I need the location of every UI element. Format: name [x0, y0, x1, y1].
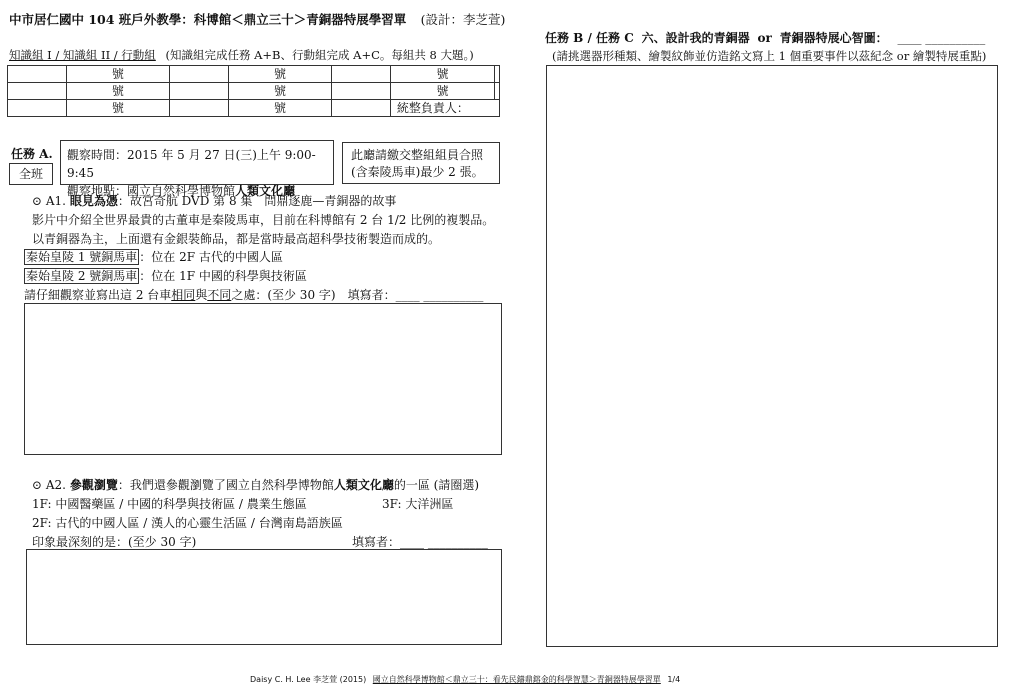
table-row	[8, 100, 500, 117]
groups-note: (知識組完成任務 A+B、行動組完成 A+C。每組共 8 大題。)	[165, 48, 474, 62]
blank-cell[interactable]	[170, 83, 229, 100]
observe-time: 觀察時間：2015 年 5 月 27 日(三)上午 9:00-9:45	[67, 148, 316, 180]
class-label: 全班	[18, 167, 43, 181]
blank-cell[interactable]	[332, 100, 391, 117]
footer-source: 國立自然科學博物館＜鼎立三十：看先民鑄鼎鎔金的科學智慧＞青銅器特展學習單	[372, 675, 661, 684]
table-cell: 號	[66, 83, 169, 100]
task-bc-instruction: (請挑選器形種類、繪製紋飾並仿造銘文寫上 1 個重要事件以茲紀念 or 繪製特展重點)	[552, 49, 987, 63]
a1-marker: ⊙ A1.	[32, 194, 66, 208]
blank-cell[interactable]	[8, 66, 67, 83]
footer	[250, 674, 680, 685]
photo-note-line2: (含秦陵馬車)最少 2 張。	[351, 165, 484, 179]
a2-impression: 印象最深刻的是：(至少 30 字)	[32, 535, 197, 549]
a1-prompt-text: 請仔細觀察並寫出這 2 台車	[24, 288, 172, 302]
a2-heading	[32, 476, 479, 493]
a1-prompt-same: 相同	[171, 288, 196, 302]
table-cell: 號	[66, 100, 169, 117]
photo-note-box	[342, 142, 500, 184]
blank-cell[interactable]	[332, 83, 391, 100]
observe-place-text: 觀察地點：國立自然科學博物館	[67, 184, 236, 198]
class-label-box	[9, 163, 53, 185]
a2-floor3[interactable]: 3F: 大洋洲區	[382, 497, 454, 511]
car1-location: ：位在 2F 古代的中國人區	[139, 250, 283, 264]
drawing-area[interactable]	[546, 65, 998, 647]
footer-author: Daisy C. H. Lee 李芝萱 (2015)	[250, 675, 367, 684]
task-a-label: 任務 A.	[11, 147, 53, 161]
task-bc-or: or	[757, 31, 772, 45]
a1-prompt	[24, 286, 483, 303]
car2-location: ：位在 1F 中國的科學與技術區	[139, 269, 307, 283]
groups-line	[9, 47, 474, 63]
designer-credit: (設計：李芝萱)	[420, 12, 506, 27]
table-cell: 號	[66, 66, 169, 83]
a2-hall: 人類文化廳	[333, 478, 394, 492]
a1-title: 眼見為憑	[69, 194, 118, 208]
table-row	[8, 83, 500, 100]
task-bc-heading	[545, 29, 985, 46]
a2-title: 參觀瀏覽	[69, 478, 118, 492]
a2-marker: ⊙ A2.	[32, 478, 66, 492]
observe-hall: 人類文化廳	[235, 184, 296, 198]
members-table	[7, 65, 500, 117]
a1-answer-box[interactable]	[24, 303, 502, 455]
a1-line2: 以青銅器為主，上面還有金銀裝飾品，都是當時最高超科學技術製造而成的。	[32, 232, 441, 246]
table-cell: 號	[228, 66, 331, 83]
worksheet-title: 中市居仁國中 104 班戶外教學：科博館＜鼎立三十＞青銅器特展學習單	[9, 12, 407, 27]
car2-label: 秦始皇陵 2 號銅馬車	[26, 269, 138, 283]
table-cell: 號	[228, 83, 331, 100]
table-cell: 號	[390, 83, 494, 100]
car2-line	[24, 267, 307, 284]
a2-text-rest: 的一區 (請圈選)	[393, 478, 480, 492]
a1-subtitle: ：故宮奇航 DVD 第 8 集 問鼎逐鹿—青銅器的故事	[117, 194, 397, 208]
car1-label: 秦始皇陵 1 號銅馬車	[26, 250, 138, 264]
a2-floor2[interactable]: 2F: 古代的中國人區 / 漢人的心靈生活區 / 台灣南島語族區	[32, 516, 343, 530]
blank-cell[interactable]	[170, 100, 229, 117]
table-cell: 號	[228, 100, 331, 117]
a2-filler: 填寫者：____ __________	[352, 535, 488, 549]
a1-line1: 影片中介紹全世界最貴的古董車是秦陵馬車，目前在科博館有 2 台 1/2 比例的複製品。	[32, 213, 495, 227]
blank-cell[interactable]	[332, 66, 391, 83]
page-title	[9, 10, 505, 28]
blank-cell[interactable]	[495, 66, 500, 83]
table-cell: 號	[390, 66, 494, 83]
a1-prompt-and: 與	[195, 288, 208, 302]
task-bc-label: 任務 B / 任務 C	[545, 31, 634, 45]
blank-cell[interactable]	[8, 83, 67, 100]
observation-box	[60, 140, 334, 198]
task-bc-blanks: ____ __________	[897, 31, 986, 45]
a2-floor1[interactable]: 1F: 中國醫藥區 / 中國的科學與技術區 / 農業生態區	[32, 497, 307, 511]
table-row	[8, 66, 500, 83]
blank-cell[interactable]	[170, 66, 229, 83]
blank-cell[interactable]	[495, 83, 500, 100]
blank-cell[interactable]	[8, 100, 67, 117]
car1-line	[24, 248, 283, 265]
task-bc-mindmap: 青銅器特展心智圖：	[779, 31, 888, 45]
photo-note-line1: 此廳請繳交整組組員合照	[351, 148, 484, 162]
a2-text: ：我們還參觀瀏覽了國立自然科學博物館	[117, 478, 334, 492]
a1-prompt-diff: 不同	[207, 288, 232, 302]
coordinator-cell[interactable]: 統整負責人：	[390, 100, 499, 117]
a1-heading	[32, 192, 396, 209]
footer-page: 1/4	[667, 675, 681, 684]
task-bc-title: 六、設計我的青銅器	[641, 31, 750, 45]
group-options[interactable]: 知識組 I / 知識組 II / 行動組	[9, 48, 156, 62]
a1-prompt-rest: 之處：(至少 30 字) 填寫者：____ __________	[231, 288, 484, 302]
a2-answer-box[interactable]	[26, 549, 502, 645]
